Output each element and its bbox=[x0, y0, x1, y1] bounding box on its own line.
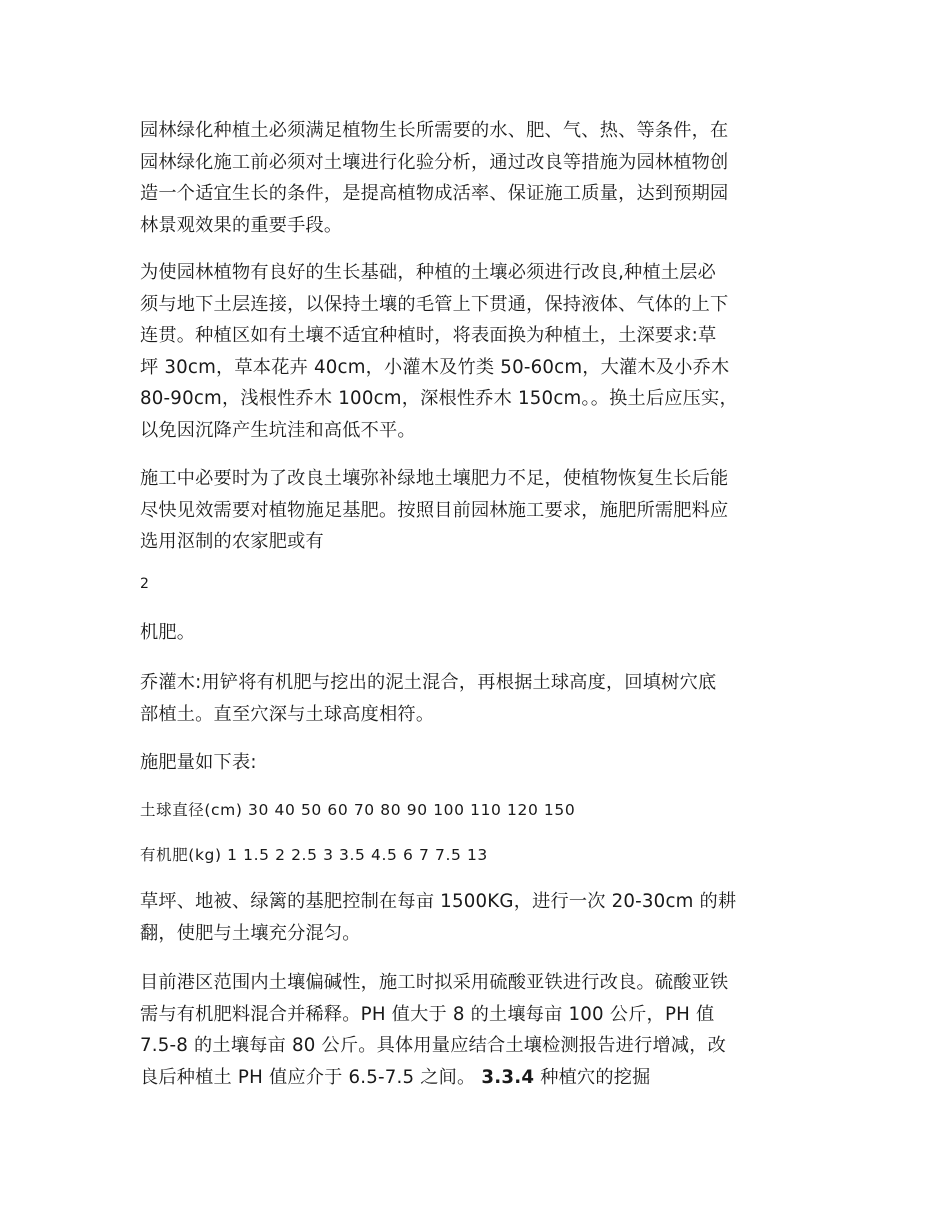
text-line: 翻，使肥与土壤充分混匀。 bbox=[140, 922, 361, 944]
page-number: 2 bbox=[140, 576, 149, 592]
section-number: 3.3.4 bbox=[481, 1066, 535, 1088]
text-line: 以免因沉降产生坑洼和高低不平。 bbox=[140, 419, 416, 441]
section-title: 种植穴的挖掘 bbox=[540, 1066, 651, 1088]
text-line: 尽快见效需要对植物施足基肥。按照目前园林施工要求，施肥所需肥料应 bbox=[140, 499, 729, 521]
text-line: 林景观效果的重要手段。 bbox=[140, 214, 343, 236]
text-line: 良后种植土 PH 值应介于 6.5-7.5 之间。 bbox=[140, 1066, 476, 1088]
text-line: 部植土。直至穴深与土球高度相符。 bbox=[140, 703, 435, 725]
text-line: 需与有机肥料混合并稀释。PH 值大于 8 的土壤每亩 100 公斤，PH 值 bbox=[140, 1003, 715, 1025]
text-line: 选用沤制的农家肥或有 bbox=[140, 531, 324, 552]
text-line: 80-90cm，浅根性乔木 100cm，深根性乔木 150cm。。换土后应压实， bbox=[140, 388, 738, 409]
text-line: 须与地下土层连接，以保持土壤的毛管上下贯通，保持液体、气体的上下 bbox=[140, 293, 729, 315]
paragraph-lawn-fertilizer bbox=[140, 886, 820, 949]
table-row-ball-diameter: 土球直径(cm) 30 40 50 60 70 80 90 100 110 120 150 bbox=[140, 801, 576, 819]
text-line: 园林绿化施工前必须对土壤进行化验分析，通过改良等措施为园林植物创 bbox=[140, 151, 729, 173]
paragraph-soil-improvement bbox=[140, 257, 820, 446]
table-row-organic-fertilizer: 有机肥(kg) 1 1.5 2 2.5 3 3.5 4.5 6 7 7.5 13 bbox=[140, 846, 488, 864]
text-line: 施工中必要时为了改良土壤弥补绿地土壤肥力不足，使植物恢复生长后能 bbox=[140, 468, 729, 489]
text-line: 草坪、地被、绿篱的基肥控制在每亩 1500KG，进行一次 20-30cm 的耕 bbox=[140, 891, 737, 912]
paragraph-table-intro bbox=[140, 747, 820, 779]
paragraph-alkaline-soil bbox=[140, 967, 820, 1093]
text-line: 连贯。种植区如有土壤不适宜种植时，将表面换为种植土，土深要求:草 bbox=[140, 325, 717, 346]
text-line: 为使园林植物有良好的生长基础，种植的土壤必须进行改良,种植土层必 bbox=[140, 262, 716, 283]
text-line: 目前港区范围内土壤偏碱性，施工时拟采用硫酸亚铁进行改良。硫酸亚铁 bbox=[140, 972, 729, 993]
text-line: 园林绿化种植土必须满足植物生长所需要的水、肥、气、热、等条件，在 bbox=[140, 120, 729, 141]
text-line-with-heading bbox=[140, 1062, 820, 1094]
paragraph-continuation bbox=[140, 617, 820, 649]
text-line: 机肥。 bbox=[140, 622, 196, 643]
paragraph-soil-requirements bbox=[140, 115, 820, 241]
paragraph-base-fertilizer bbox=[140, 463, 820, 558]
text-line: 造一个适宜生长的条件，是提高植物成活率、保证施工质量，达到预期园 bbox=[140, 183, 729, 204]
text-line: 乔灌木:用铲将有机肥与挖出的泥土混合，再根据土球高度，回填树穴底 bbox=[140, 672, 717, 693]
text-line: 施肥量如下表: bbox=[140, 752, 257, 773]
text-line: 坪 30cm，草本花卉 40cm，小灌木及竹类 50-60cm，大灌木及小乔木 bbox=[140, 356, 730, 378]
text-line: 7.5-8 的土壤每亩 80 公斤。具体用量应结合土壤检测报告进行增减，改 bbox=[140, 1035, 727, 1056]
paragraph-trees-shrubs bbox=[140, 667, 820, 730]
